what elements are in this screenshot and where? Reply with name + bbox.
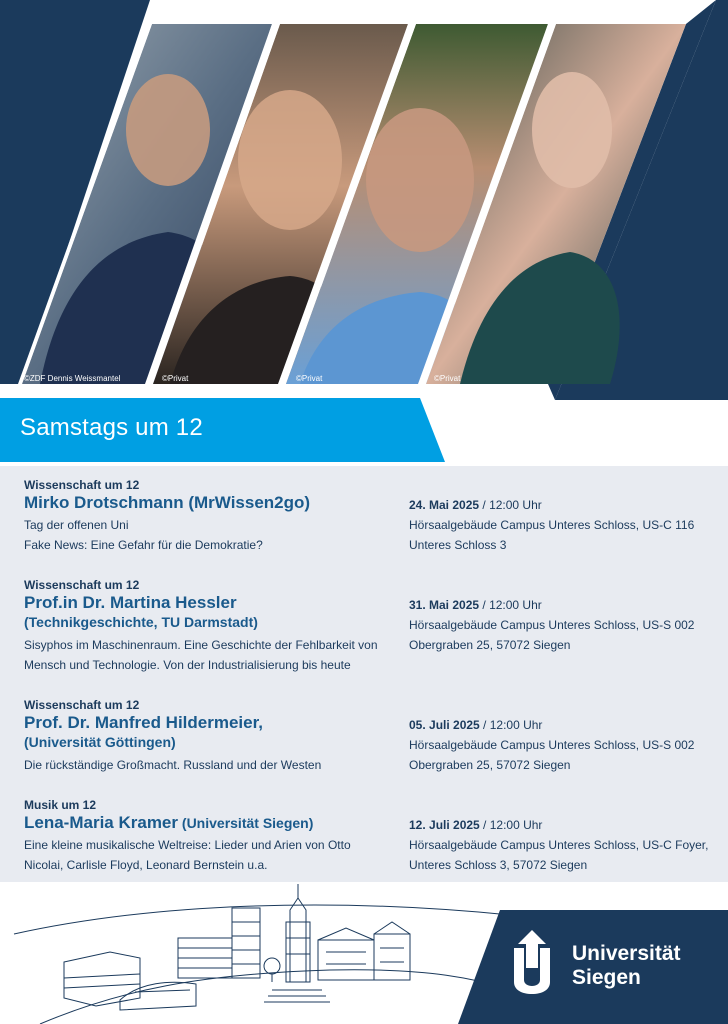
- event-location-line: Unteres Schloss 3: [409, 538, 507, 552]
- page-title: Samstags um 12: [20, 414, 203, 441]
- event-date: 05. Juli 2025 / 12:00 Uhr: [409, 718, 543, 732]
- event-description-line: Sisyphos im Maschinenraum. Eine Geschichte der Fehlbarkeit von: [24, 638, 378, 652]
- event-description-line: Die rückständige Großmacht. Russland und der Westen: [24, 758, 322, 772]
- event-description-line: Nicolai, Carlisle Floyd, Leonard Bernstein u.a.: [24, 858, 268, 872]
- event-category: Musik um 12: [24, 798, 97, 812]
- photo-credit-2: ©Privat: [162, 374, 189, 383]
- photo-credit-1: ©ZDF Dennis Weissmantel: [24, 374, 121, 383]
- event-category: Wissenschaft um 12: [24, 578, 140, 592]
- speaker-name: Lena-Maria Kramer (Universität Siegen): [24, 813, 314, 832]
- event-description-line: Mensch und Technologie. Von der Industrialisierung bis heute: [24, 658, 351, 672]
- logo-text-line1: Universität: [572, 942, 681, 965]
- event-location-line: Hörsaalgebäude Campus Unteres Schloss, US-S 002: [409, 738, 695, 752]
- event-location-line: Hörsaalgebäude Campus Unteres Schloss, US-S 002: [409, 618, 695, 632]
- event-date: 31. Mai 2025 / 12:00 Uhr: [409, 598, 542, 612]
- event-location-line: Hörsaalgebäude Campus Unteres Schloss, US-C Foyer,: [409, 838, 709, 852]
- event-description-line: Fake News: Eine Gefahr für die Demokratie?: [24, 538, 263, 552]
- event-description-line: Eine kleine musikalische Weltreise: Lieder und Arien von Otto: [24, 838, 351, 852]
- event-location-line: Unteres Schloss 3, 57072 Siegen: [409, 858, 588, 872]
- event-date: 24. Mai 2025 / 12:00 Uhr: [409, 498, 542, 512]
- event-location-line: Obergraben 25, 57072 Siegen: [409, 638, 571, 652]
- speaker-name: Mirko Drotschmann (MrWissen2go): [24, 493, 311, 512]
- event-category: Wissenschaft um 12: [24, 478, 140, 492]
- event-description-line: Tag der offenen Uni: [24, 518, 129, 532]
- logo-text-line2: Siegen: [572, 966, 641, 989]
- photo-credit-3: ©Privat: [296, 374, 323, 383]
- event-category: Wissenschaft um 12: [24, 698, 140, 712]
- campus-illustration: [14, 884, 540, 1024]
- event-location-line: Hörsaalgebäude Campus Unteres Schloss, US-C 116: [409, 518, 695, 532]
- speaker-name: Prof.in Dr. Martina Hessler: [24, 593, 237, 612]
- photo-credit-4: ©Privat: [434, 374, 461, 383]
- event-date: 12. Juli 2025 / 12:00 Uhr: [409, 818, 543, 832]
- speaker-photo-collage: [0, 0, 728, 400]
- event-location-line: Obergraben 25, 57072 Siegen: [409, 758, 571, 772]
- speaker-name: Prof. Dr. Manfred Hildermeier,: [24, 713, 264, 732]
- speaker-affiliation: (Universität Göttingen): [24, 734, 176, 750]
- speaker-affiliation: (Technikgeschichte, TU Darmstadt): [24, 614, 258, 630]
